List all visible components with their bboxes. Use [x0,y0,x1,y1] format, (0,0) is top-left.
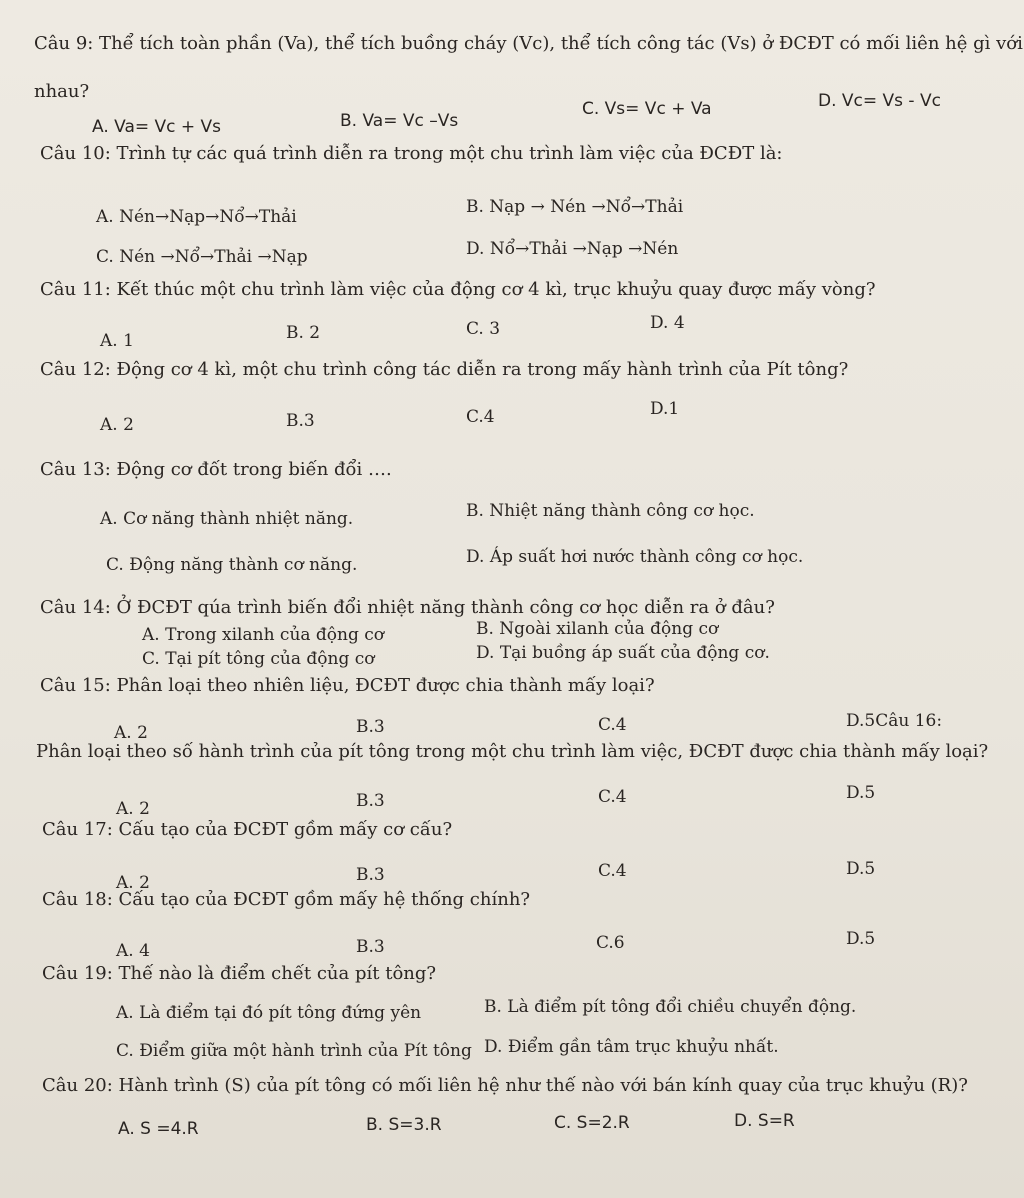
question-14-option-b: B. Ngoài xilanh của động cơ [476,619,719,639]
question-16-option-a: A. 2 [116,799,150,819]
question-19-option-d: D. Điểm gần tâm trục khuỷu nhất. [484,1037,779,1057]
question-20-option-b: B. S=3.R [366,1115,442,1135]
question-19-text: Câu 19: Thế nào là điểm chết của pít tông? [42,963,437,984]
question-17-option-c: C.4 [598,861,627,881]
question-17-text: Câu 17: Cấu tạo của ĐCĐT gồm mấy cơ cấu? [42,819,453,840]
question-16-option-b: B.3 [356,791,385,811]
question-20-option-c: C. S=2.R [554,1113,630,1133]
question-9-option-a: A. Va= Vc + Vs [92,117,222,137]
question-11-option-a: A. 1 [100,331,134,351]
question-10-text: Câu 10: Trình tự các quá trình diễn ra trong một chu trình làm việc của ĐCĐT là: [40,143,783,164]
question-12-option-b: B.3 [286,411,315,431]
question-13-option-c: C. Động năng thành cơ năng. [106,555,358,575]
question-20-text: Câu 20: Hành trình (S) của pít tông có mối liên hệ như thế nào với bán kính quay của trục khuỷu (R)? [42,1075,968,1096]
question-10-option-d: D. Nổ→Thải →Nạp →Nén [466,239,679,259]
question-13-option-b: B. Nhiệt năng thành công cơ học. [466,501,755,521]
question-9-option-d: D. Vc= Vs - Vc [818,91,941,111]
question-17-option-d: D.5 [846,859,876,879]
question-20-option-a: A. S =4.R [118,1119,199,1139]
question-16-text: Phân loại theo số hành trình của pít tông trong một chu trình làm việc, ĐCĐT được chia thành mấy loại? [36,741,989,762]
question-19-option-a: A. Là điểm tại đó pít tông đứng yên [116,1003,422,1023]
question-11-option-b: B. 2 [286,323,321,343]
question-11-option-d: D. 4 [650,313,685,333]
question-10-option-b: B. Nạp → Nén →Nổ→Thải [466,197,684,217]
question-19-option-b: B. Là điểm pít tông đổi chiều chuyển động. [484,997,857,1017]
question-15-option-c: C.4 [598,715,627,735]
question-15-text: Câu 15: Phân loại theo nhiên liệu, ĐCĐT được chia thành mấy loại? [40,675,655,696]
question-20-option-d: D. S=R [734,1111,795,1131]
question-10-option-a: A. Nén→Nạp→Nổ→Thải [96,207,297,227]
question-12-option-d: D.1 [650,399,680,419]
question-9-option-b: B. Va= Vc –Vs [340,111,459,131]
question-14-option-d: D. Tại buồng áp suất của động cơ. [476,643,770,663]
question-15-option-d: D.5Câu 16: [846,711,943,731]
question-18-option-a: A. 4 [116,941,150,961]
question-13-option-d: D. Áp suất hơi nước thành công cơ học. [466,547,804,567]
question-18-text: Câu 18: Cấu tạo của ĐCĐT gồm mấy hệ thống chính? [42,889,531,910]
question-19-option-c: C. Điểm giữa một hành trình của Pít tông [116,1041,472,1061]
question-12-option-c: C.4 [466,407,495,427]
question-12-text: Câu 12: Động cơ 4 kì, một chu trình công tác diễn ra trong mấy hành trình của Pít tông? [40,359,849,380]
question-11-text: Câu 11: Kết thúc một chu trình làm việc của động cơ 4 kì, trục khuỷu quay được mấy vòng? [40,279,876,300]
question-15-option-a: A. 2 [114,723,148,743]
question-16-option-c: C.4 [598,787,627,807]
question-17-option-a: A. 2 [116,873,150,893]
question-14-option-a: A. Trong xilanh của động cơ [142,625,385,645]
question-9-option-c: C. Vs= Vc + Va [582,99,712,119]
question-12-option-a: A. 2 [100,415,134,435]
question-9-text: Câu 9: Thể tích toàn phần (Va), thể tích buồng cháy (Vc), thể tích công tác (Vs) ở ĐCĐT có mối liên hệ gì với [34,33,1023,54]
question-11-option-c: C. 3 [466,319,501,339]
question-14-text: Câu 14: Ở ĐCĐT qúa trình biến đổi nhiệt năng thành công cơ học diễn ra ở đâu? [40,597,775,618]
question-14-option-c: C. Tại pít tông của động cơ [142,649,375,669]
question-18-option-b: B.3 [356,937,385,957]
question-13-option-a: A. Cơ năng thành nhiệt năng. [100,509,354,529]
question-10-option-c: C. Nén →Nổ→Thải →Nạp [96,247,308,267]
question-13-text: Câu 13: Động cơ đốt trong biến đổi …. [40,459,392,480]
question-9-text-cont: nhau? [34,81,90,102]
question-17-option-b: B.3 [356,865,385,885]
question-18-option-d: D.5 [846,929,876,949]
question-18-option-c: C.6 [596,933,625,953]
question-16-option-d: D.5 [846,783,876,803]
question-15-option-b: B.3 [356,717,385,737]
